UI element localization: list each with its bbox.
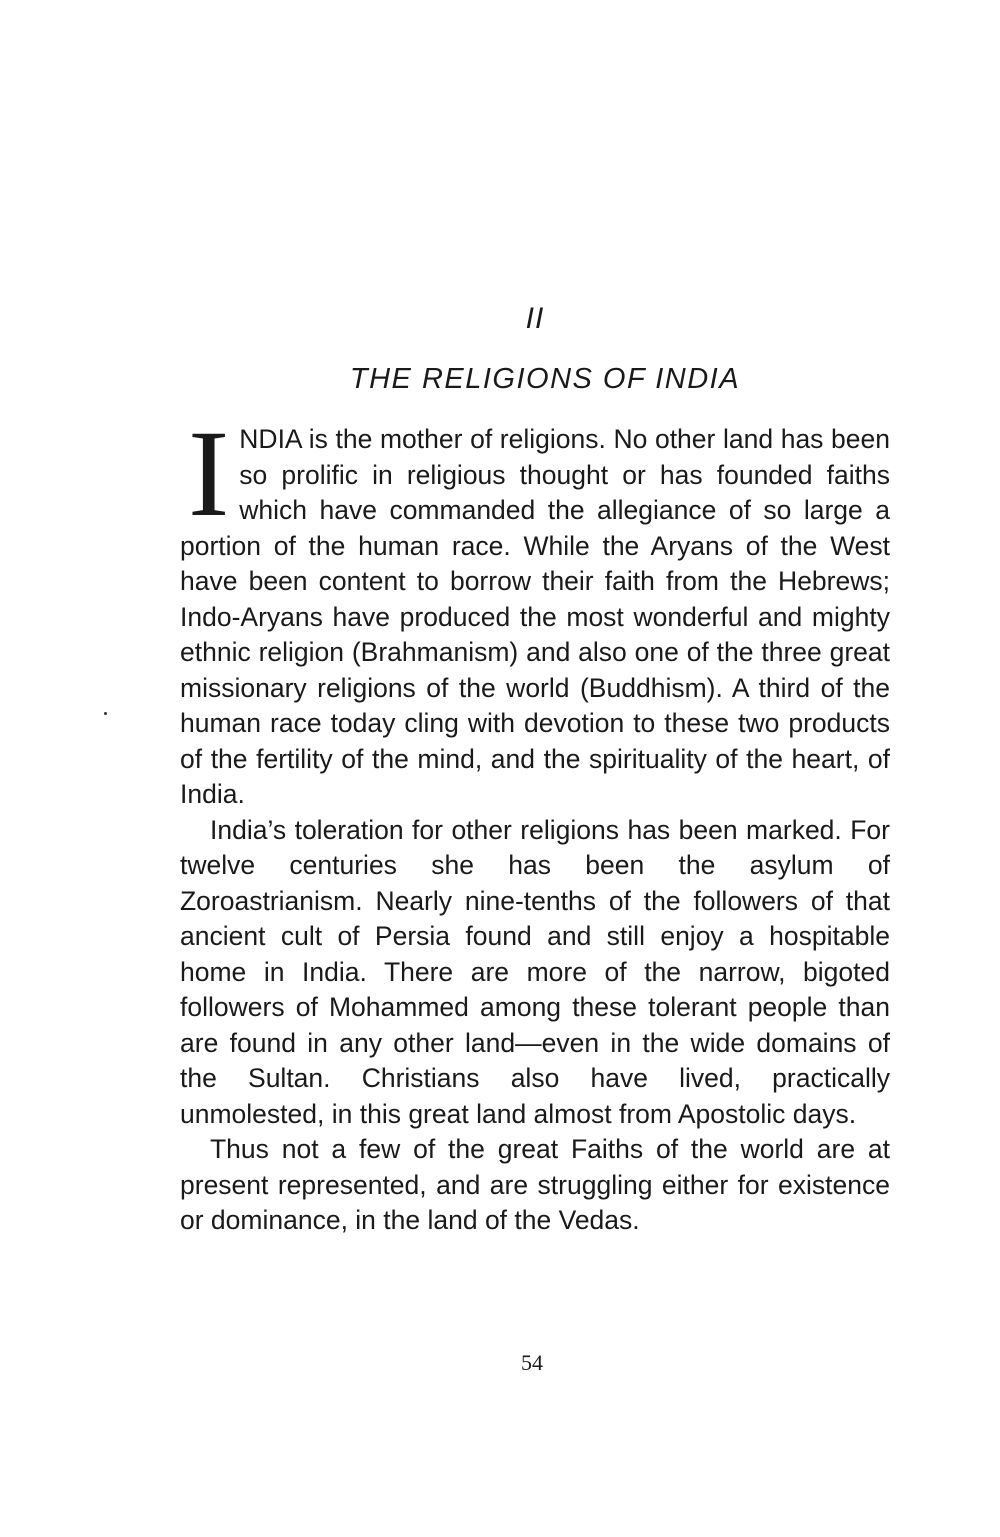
paragraph-2: India’s toleration for other religions has been marked. For twelve centuries she has been the asylum of Zoroastrianism. Nearly nine-tenths of the followers of that ancient cult of Persia found and still enjoy a hospitable home in India. There are more of the narrow, bigoted followers of Mohammed among these tolerant people than are found in any other land—even in the wide domains of the Sultan. Christians also have lived, practically unmolested, in this great land almost from Apostolic days.	[180, 814, 890, 1129]
chapter-number: II	[525, 302, 545, 335]
paragraph-1	[180, 405, 890, 813]
paragraph-1-text: NDIA is the mother of religions. No other land has been so prolific in religious thought or has founded faiths which have commanded the allegiance of so large a portion of the human race. While the Aryans of the West have been content to borrow their faith from the Hebrews; Indo-Aryans have produced the most wonderful and mighty ethnic religion (Brahmanism) and also one of the three great missionary religions of the world (Buddhism). A third of the human race today cling with devotion to these two products of the fertility of the mind, and the spirituality of the heart, of India.	[180, 424, 890, 809]
body-text	[180, 405, 890, 1239]
paragraph-3: Thus not a few of the great Faiths of the world are at present represented, and are struggling either for existence or dominance, in the land of the Vedas.	[180, 1134, 890, 1235]
ink-speck	[104, 712, 107, 715]
page-number: 54	[521, 1350, 543, 1375]
chapter-title: THE RELIGIONS OF INDIA	[349, 363, 741, 395]
drop-cap: I	[188, 405, 230, 542]
